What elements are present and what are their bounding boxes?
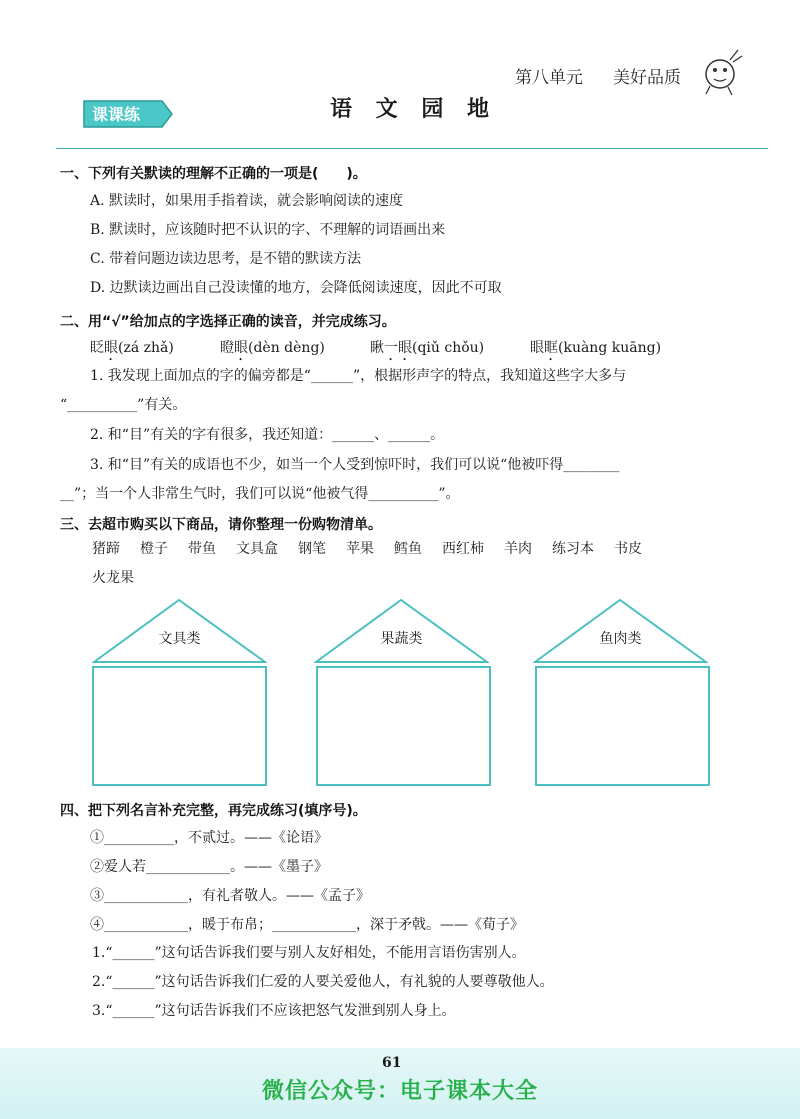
theme-label: 美好品质 — [613, 68, 681, 88]
q4-sub-1: 1.“______”这句话告诉我们要与别人友好相处，不能用言语伤害别人。 — [92, 945, 526, 961]
q2-word-1: 眨眼(zá zhǎ) — [90, 340, 174, 356]
category-roof-produce — [314, 598, 489, 664]
q3-item: 文具盒 — [236, 541, 278, 557]
mascot-icon — [700, 46, 744, 96]
lesson-tag — [82, 97, 174, 131]
q2-sub3-line1: 3. 和“目”有关的成语也不少，如当一个人受到惊吓时，我们可以说“他被吓得________ — [90, 457, 620, 473]
q3-item: 带鱼 — [188, 541, 216, 557]
q2-word-4: 眼眶(kuàng kuāng) — [530, 340, 662, 356]
q3-item: 羊肉 — [504, 541, 532, 557]
q3-item: 猪蹄 — [92, 541, 120, 557]
q3-item: 橙子 — [140, 541, 168, 557]
page-number: 61 — [382, 1055, 402, 1071]
q4-stem: 四、把下列名言补充完整，再完成练习(填序号)。 — [60, 803, 367, 819]
unit-label: 第八单元 — [515, 68, 583, 88]
category-label: 果蔬类 — [380, 631, 423, 647]
q4-quote-3: ③____________，有礼者敬人。——《孟子》 — [90, 888, 370, 904]
answer-box-produce[interactable] — [316, 666, 491, 786]
q1-option-a: A. 默读时，如果用手指着读，就会影响阅读的速度 — [90, 193, 404, 209]
q2-stem: 二、用“√”给加点的字选择正确的读音，并完成练习。 — [60, 314, 396, 330]
answer-box-meat[interactable] — [535, 666, 710, 786]
q1-option-d: D. 边默读边画出自己没读懂的地方，会降低阅读速度，因此不可取 — [90, 280, 502, 296]
q3-item: 书皮 — [614, 541, 642, 557]
category-label: 鱼肉类 — [599, 631, 642, 647]
page-title: 语 文 园 地 — [330, 96, 497, 122]
q1-option-c: C. 带着问题边读边思考，是不错的默读方法 — [90, 251, 362, 267]
q2-sub1-line2: “__________”有关。 — [60, 397, 187, 413]
q1-option-b: B. 默读时，应该随时把不认识的字、不理解的词语画出来 — [90, 222, 446, 238]
q4-sub-3: 3.“______”这句话告诉我们不应该把怒气发泄到别人身上。 — [92, 1003, 456, 1019]
q3-item: 西红柿 — [442, 541, 484, 557]
q3-item: 苹果 — [346, 541, 374, 557]
answer-box-stationery[interactable] — [92, 666, 267, 786]
category-roof-stationery — [92, 598, 267, 664]
header-divider — [56, 148, 768, 149]
q4-quote-1: ①__________，不贰过。——《论语》 — [90, 830, 328, 846]
q3-item-list — [92, 538, 712, 558]
q2-word-3: 瞅一眼(qiǔ chǒu) — [370, 340, 485, 356]
q4-sub-2: 2.“______”这句话告诉我们仁爱的人要关爱他人，有礼貌的人要尊敬他人。 — [92, 974, 554, 990]
q2-word-2: 瞪眼(dèn dèng) — [220, 340, 325, 356]
q4-quote-2: ②爱人若____________。——《墨子》 — [90, 859, 328, 875]
wechat-watermark: 微信公众号：电子课本大全 — [261, 1079, 538, 1104]
q3-stem: 三、去超市购买以下商品，请你整理一份购物清单。 — [60, 517, 382, 533]
lesson-tag-text: 课课练 — [92, 105, 141, 124]
q2-sub2: 2. 和“目”有关的字有很多，我还知道：______、______。 — [90, 427, 445, 443]
q3-item: 钢笔 — [298, 541, 326, 557]
category-roof-meat — [533, 598, 708, 664]
q1-stem: 一、下列有关默读的理解不正确的一项是( )。 — [60, 166, 367, 182]
q4-quote-4: ④____________，暖于布帛；____________，深于矛戟。——《荀子》 — [90, 917, 524, 933]
category-label: 文具类 — [158, 631, 201, 647]
q2-sub1-line1: 1. 我发现上面加点的字的偏旁都是“______”，根据形声字的特点，我知道这些字大多与 — [90, 368, 627, 384]
q2-sub3-line2: __”；当一个人非常生气时，我们可以说“他被气得__________”。 — [60, 486, 460, 502]
q3-item: 鳕鱼 — [394, 541, 422, 557]
q3-item-extra: 火龙果 — [92, 570, 134, 586]
q3-item: 练习本 — [552, 541, 594, 557]
